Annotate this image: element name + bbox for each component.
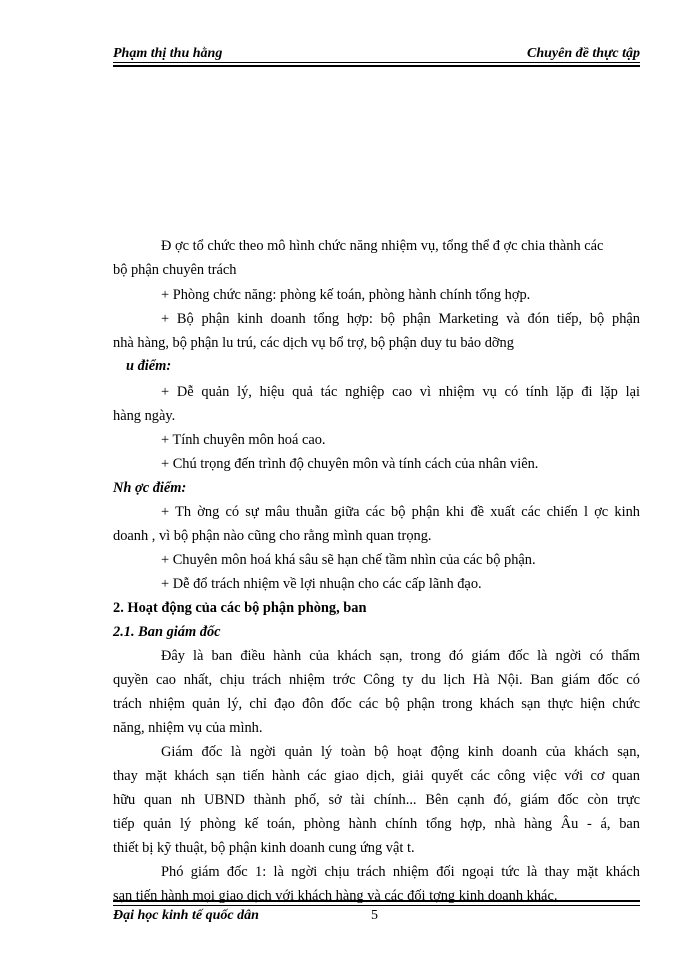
disadvantages-heading: Nh ợc điểm: xyxy=(113,480,187,496)
text-line: + Chuyên môn hoá khá sâu sẽ hạn chế tầm nhìn của các bộ phận. xyxy=(161,552,536,568)
text-line: + Dễ đổ trách nhiệm về lợi nhuận cho các cấp lãnh đạo. xyxy=(161,576,482,592)
text-line: tiếp quản lý phòng kế toán, phòng hành chính tổng hợp, nhà hàng Âu - á, ban xyxy=(113,816,640,832)
text-line: + Th ờng có sự mâu thuẫn giữa các bộ phận khi đề xuất các chiến l ợc kinh xyxy=(161,504,640,520)
text-line: Giám đốc là ngời quản lý toàn bộ hoạt động kinh doanh của khách sạn, xyxy=(161,744,640,760)
header-title: Chuyên đề thực tập xyxy=(526,46,640,61)
page-footer xyxy=(113,908,640,930)
footer-rule-thin xyxy=(113,905,640,906)
text-line: hàng ngày. xyxy=(113,408,176,424)
header-rule-thick xyxy=(113,65,640,67)
advantages-heading: u điểm: xyxy=(126,358,172,374)
page-header xyxy=(113,44,640,64)
text-line: nhà hàng, bộ phận lu trú, các dịch vụ bổ trợ, bộ phận duy tu bảo dỡng xyxy=(113,335,514,351)
page-number: 5 xyxy=(371,908,378,923)
text-line: + Chú trọng đến trình độ chuyên môn và tính cách của nhân viên. xyxy=(161,456,539,472)
text-line: sạn tiến hành mọi giao dịch với khách hàng và các đối tợng kinh doanh khác. xyxy=(113,888,558,904)
footer-university: Đại học kinh tế quốc dân xyxy=(113,908,259,923)
text-line: Phó giám đốc 1: là ngời chịu trách nhiệm đối ngoại tức là thay mặt khách xyxy=(161,864,640,880)
text-line: + Dễ quản lý, hiệu quả tác nghiệp cao vì nhiệm vụ có tính lặp đi lặp lại xyxy=(161,384,640,400)
text-line: doanh , vì bộ phận nào cũng cho rằng mình quan trọng. xyxy=(113,528,432,544)
subsection-heading: 2.1. Ban giám đốc xyxy=(113,624,221,640)
text-line: thiết bị kỹ thuật, bộ phận kinh doanh cung ứng vật t. xyxy=(113,840,415,856)
text-line: quyền cao nhất, chịu trách nhiệm trớc Công ty du lịch Hà Nội. Ban giám đốc có xyxy=(113,672,640,688)
text-line: thay mặt khách sạn tiến hành các giao dịch, giải quyết các công việc với cơ quan xyxy=(113,768,640,784)
text-line: bộ phận chuyên trách xyxy=(113,262,237,278)
text-line: Đây là ban điều hành của khách sạn, trong đó giám đốc là ngời có thẩm xyxy=(161,648,640,664)
text-line: năng, nhiệm vụ của mình. xyxy=(113,720,263,736)
text-line: hữu quan nh UBND thành phố, sở tài chính... Bên cạnh đó, giám đốc còn trực xyxy=(113,792,640,808)
section-heading: 2. Hoạt động của các bộ phận phòng, ban xyxy=(113,600,367,616)
text-line: + Bộ phận kinh doanh tổng hợp: bộ phận Marketing và đón tiếp, bộ phận xyxy=(161,311,640,327)
header-rule-thin xyxy=(113,62,640,63)
text-line: + Tính chuyên môn hoá cao. xyxy=(161,432,326,448)
footer-rule-thick xyxy=(113,900,640,902)
text-line: Đ ợc tổ chức theo mô hình chức năng nhiệm vụ, tổng thể đ ợc chia thành các xyxy=(161,238,604,254)
header-author: Phạm thị thu hằng xyxy=(113,46,223,61)
text-line: + Phòng chức năng: phòng kế toán, phòng hành chính tổng hợp. xyxy=(161,287,531,303)
text-line: trách nhiệm quản lý, chỉ đạo đôn đốc các bộ phận trong khách sạn thực hiện chức xyxy=(113,696,640,712)
